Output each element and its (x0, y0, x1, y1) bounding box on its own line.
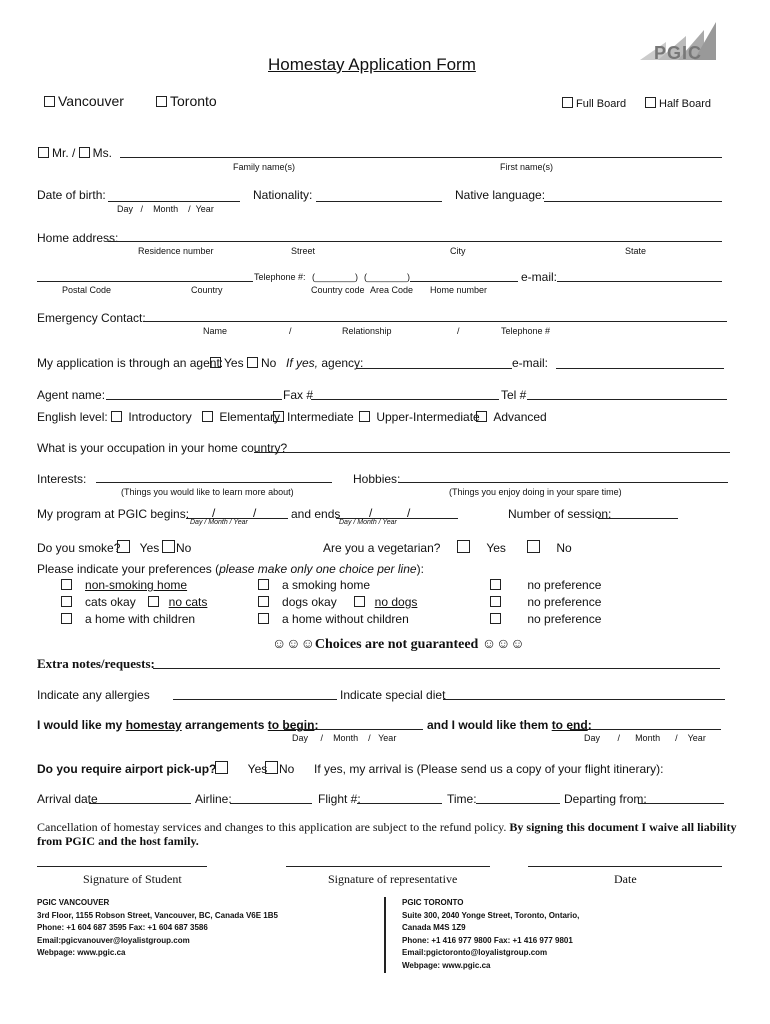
arrangement-begin-field[interactable] (284, 729, 423, 730)
pref-smoking[interactable] (258, 579, 370, 591)
vancouver-office (37, 897, 367, 960)
vancouver-option[interactable] (44, 94, 124, 108)
checkbox[interactable] (476, 411, 487, 422)
vancouver-label: Vancouver (58, 93, 124, 109)
agent-question: My application is through an agent: (37, 356, 224, 370)
native-language-field[interactable] (544, 201, 722, 202)
checkbox[interactable] (258, 596, 269, 607)
pref-no-dogs[interactable] (354, 596, 417, 608)
office-divider (384, 897, 386, 973)
occupation-label: What is your occupation in your home country? (37, 441, 288, 455)
checkbox[interactable] (148, 596, 159, 607)
time-field[interactable] (476, 803, 560, 804)
checkbox[interactable] (202, 411, 213, 422)
english-level-label: English level: (37, 410, 108, 424)
area-code-field[interactable]: (________) (364, 272, 411, 282)
option-label: Upper-Intermediate (376, 410, 480, 424)
no-label: No (176, 541, 192, 555)
pickup-no-option[interactable] (265, 761, 294, 775)
dob-field[interactable] (108, 201, 240, 202)
street-caption: Street (291, 246, 316, 256)
occupation-field[interactable] (254, 452, 730, 453)
residence-caption: Residence number (138, 246, 214, 256)
office-address: Suite 300, 2040 Yonge Street, Toronto, Ontario, (402, 910, 580, 920)
option-label: Advanced (493, 410, 547, 424)
hobbies-hint: (Things you enjoy doing in your spare time) (449, 487, 622, 497)
begin-date-caption: Day / Month / Year (190, 519, 248, 526)
checkbox[interactable] (61, 596, 72, 607)
ms-checkbox[interactable] (79, 147, 90, 158)
pref-no-cats[interactable] (148, 596, 207, 608)
option-label: no preference (527, 612, 602, 626)
office-email: Email:pgicvanouver@loyalistgroup.com (37, 935, 190, 945)
logo-text: PGIC (654, 43, 703, 63)
smiley-icon: ☺☺☺ (481, 637, 525, 652)
checkbox[interactable] (258, 613, 269, 624)
pref-without-children[interactable] (258, 613, 409, 625)
checkbox[interactable] (210, 357, 221, 368)
separator: / (289, 326, 292, 336)
arrangement-end-label: and I would like them to end: (427, 718, 592, 732)
checkbox[interactable] (265, 761, 278, 774)
telephone-label: Telephone #: (254, 272, 306, 282)
yes-label: Yes (224, 356, 244, 370)
family-name-caption: Family name(s) (233, 162, 296, 172)
checkbox[interactable] (156, 96, 167, 107)
vegetarian-question: Are you a vegetarian? (323, 541, 441, 555)
option-label: Intermediate (287, 410, 354, 424)
no-label: No (261, 356, 277, 370)
time-label: Time: (447, 792, 477, 806)
ends-label: and ends (291, 507, 341, 521)
office-email: Email:pgictoronto@loyalistgroup.com (402, 948, 548, 957)
relationship-caption: Relationship (342, 326, 392, 336)
checkbox[interactable] (490, 613, 501, 624)
country-code-caption: Country code (311, 285, 365, 295)
arrival-date-label: Arrival date (37, 792, 98, 806)
option-label: no dogs (374, 595, 418, 609)
half-board-label: Half Board (659, 98, 711, 110)
first-name-caption: First name(s) (500, 162, 554, 172)
interests-label: Interests: (37, 472, 87, 486)
full-board-label: Full Board (576, 98, 627, 110)
checkbox[interactable] (44, 96, 55, 107)
rep-signature-line[interactable] (286, 866, 490, 867)
emergency-label: Emergency Contact: (37, 311, 146, 325)
checkbox[interactable] (457, 540, 470, 553)
hobbies-field[interactable] (398, 482, 728, 483)
office-name: PGIC VANCOUVER (37, 898, 110, 907)
no-label: No (279, 762, 295, 776)
mr-label: Mr. / (52, 146, 79, 160)
extra-notes-field[interactable] (153, 668, 720, 669)
home-number-caption: Home number (430, 285, 488, 295)
airline-field[interactable] (230, 803, 312, 804)
office-phone: Phone: +1 604 687 3595 Fax: +1 604 687 3586 (37, 923, 208, 932)
area-code-caption: Area Code (370, 285, 414, 295)
cancellation-policy: Cancellation of homestay services and changes to this application are subject to the refund policy. By signing this document I waive all liability from PGIC and the host family. (37, 820, 737, 848)
checkbox[interactable] (258, 579, 269, 590)
pref-no-preference-2[interactable] (490, 596, 601, 608)
checkbox[interactable] (359, 411, 370, 422)
office-name: PGIC TORONTO (402, 898, 464, 907)
preferences-intro: Please indicate your preferences (please make only one choice per line): (37, 562, 424, 576)
flight-field[interactable] (357, 803, 442, 804)
option-label: Elementary (219, 410, 281, 424)
title-option[interactable] (38, 147, 112, 159)
toronto-office (402, 897, 732, 972)
full-board-option[interactable] (562, 97, 626, 110)
veg-yes-option[interactable] (457, 540, 506, 554)
smoke-question: Do you smoke? (37, 541, 121, 555)
agency-email-field[interactable] (556, 368, 724, 369)
begin-dmy-caption: Day / Month / Year (292, 733, 397, 743)
student-signature-label: Signature of Student (83, 872, 182, 886)
english-upper-intermediate[interactable] (359, 411, 480, 423)
date-signature-line[interactable] (528, 866, 722, 867)
veg-no-option[interactable] (527, 540, 572, 554)
arrangement-begin-label: I would like my homestay arrangements to begin: (37, 718, 319, 732)
checkbox[interactable] (111, 411, 122, 422)
english-advanced[interactable] (476, 411, 547, 423)
office-webpage: Webpage: www.pgic.ca (37, 948, 126, 957)
allergies-label: Indicate any allergies (37, 688, 150, 702)
mr-checkbox[interactable] (38, 147, 49, 158)
smiley-icon: ☺☺☺ (272, 637, 315, 652)
pref-dogs-okay[interactable] (258, 596, 337, 608)
separator: / (407, 506, 411, 520)
fax-field[interactable] (311, 399, 499, 400)
option-label: non-smoking home (85, 578, 188, 592)
checkbox[interactable] (490, 579, 501, 590)
nationality-field[interactable] (316, 201, 442, 202)
interests-field[interactable] (96, 482, 332, 483)
country-code-field[interactable]: (________) (312, 272, 359, 282)
agency-field[interactable] (356, 368, 512, 369)
hobbies-label: Hobbies: (353, 472, 401, 486)
dob-caption: Day / Month / Year (117, 204, 214, 214)
smoke-yes-option[interactable] (117, 540, 159, 554)
yes-label: Yes (139, 541, 160, 555)
checkbox[interactable] (273, 411, 284, 422)
postal-country-field[interactable] (37, 281, 253, 282)
option-label: no cats (168, 595, 208, 609)
student-signature-line[interactable] (37, 866, 207, 867)
checkbox[interactable] (562, 97, 573, 108)
office-address-line2: Canada M4S 1Z9 (402, 923, 466, 932)
checkbox[interactable] (215, 761, 228, 774)
home-address-field[interactable] (108, 241, 722, 242)
pickup-question: Do you require airport pick-up? (37, 762, 217, 776)
rep-signature-label: Signature of representative (328, 872, 458, 886)
date-label: Date (614, 872, 637, 886)
pickup-note: If yes, my arrival is (Please send us a copy of your flight itinerary): (314, 762, 664, 776)
option-label: dogs okay (282, 595, 337, 609)
diet-label: Indicate special diet (340, 688, 446, 702)
choices-note: ☺☺☺Choices are not guaranteed ☺☺☺ (272, 637, 525, 652)
yes-label: Yes (486, 541, 506, 555)
toronto-option[interactable] (156, 94, 217, 108)
checkbox[interactable] (645, 97, 656, 108)
home-number-field[interactable] (410, 281, 518, 282)
checkbox[interactable] (490, 596, 501, 607)
interests-hint: (Things you would like to learn more about) (121, 487, 294, 497)
airline-label: Airline: (195, 792, 232, 806)
english-introductory[interactable] (111, 411, 192, 423)
logo (636, 20, 718, 62)
pref-non-smoking[interactable] (61, 579, 187, 591)
end-dmy-caption: Day / Month / Year (584, 733, 706, 743)
separator: / (212, 506, 216, 520)
option-label: Introductory (128, 410, 192, 424)
checkbox[interactable] (527, 540, 540, 553)
english-elementary[interactable] (202, 411, 280, 423)
tel-label: Tel # (501, 388, 527, 402)
tel-field[interactable] (527, 399, 727, 400)
agency-label: If yes, agency: (286, 356, 364, 370)
checkbox[interactable] (61, 613, 72, 624)
pickup-yes-option[interactable] (215, 761, 267, 775)
email-label: e-mail: (521, 270, 558, 284)
option-label: a home without children (282, 612, 409, 626)
english-intermediate[interactable] (273, 411, 354, 423)
pref-with-children[interactable] (61, 613, 195, 625)
agent-no-option[interactable] (247, 357, 276, 369)
name-field[interactable] (120, 157, 722, 158)
option-label: a smoking home (282, 578, 371, 592)
dob-label: Date of birth: (37, 188, 106, 202)
diet-field[interactable] (443, 699, 725, 700)
separator: / (457, 326, 460, 336)
option-label: cats okay (85, 595, 136, 609)
email-field[interactable] (557, 281, 722, 282)
office-address: 3rd Floor, 1155 Robson Street, Vancouver, BC, Canada V6E 1B5 (37, 910, 278, 920)
separator: / (369, 506, 373, 520)
toronto-label: Toronto (170, 93, 217, 109)
pref-no-preference-1[interactable] (490, 579, 601, 591)
office-phone: Phone: +1 416 977 9800 Fax: +1 416 977 9801 (402, 935, 573, 945)
fax-label: Fax # (283, 388, 314, 402)
arrangement-end-field[interactable] (570, 729, 721, 730)
country-caption: Country (191, 285, 223, 295)
separator: / (253, 506, 257, 520)
state-caption: State (625, 246, 647, 256)
yes-label: Yes (247, 762, 268, 776)
pref-cats-okay[interactable] (61, 596, 136, 608)
option-label: no preference (527, 578, 602, 592)
checkbox[interactable] (247, 357, 258, 368)
office-webpage: Webpage: www.pgic.ca (402, 960, 491, 970)
arrival-date-field[interactable] (89, 803, 191, 804)
city-caption: City (450, 246, 466, 256)
emergency-name-caption: Name (203, 326, 228, 336)
option-label: no preference (527, 595, 602, 609)
agent-name-field[interactable] (106, 399, 282, 400)
nationality-label: Nationality: (253, 188, 313, 202)
end-date-caption: Day / Month / Year (339, 519, 397, 526)
departing-label: Departing from: (564, 792, 647, 806)
departing-field[interactable] (638, 803, 724, 804)
checkbox[interactable] (162, 540, 175, 553)
checkbox[interactable] (117, 540, 130, 553)
emergency-field[interactable] (143, 321, 727, 322)
pref-no-preference-3[interactable] (490, 613, 601, 625)
smoke-no-option[interactable] (162, 540, 191, 554)
native-language-label: Native language: (455, 188, 546, 202)
checkbox[interactable] (61, 579, 72, 590)
option-label: a home with children (85, 612, 196, 626)
agent-yes-option[interactable] (210, 357, 244, 369)
ms-label: Ms. (92, 146, 113, 160)
postal-caption: Postal Code (62, 285, 112, 295)
sessions-label: Number of session: (508, 507, 612, 521)
allergies-field[interactable] (173, 699, 337, 700)
extra-notes-label: Extra notes/requests: (37, 656, 155, 671)
sessions-field[interactable] (598, 518, 678, 519)
form-title: Homestay Application Form (268, 55, 476, 74)
flight-label: Flight #: (318, 792, 361, 806)
no-label: No (556, 541, 572, 555)
program-label: My program at PGIC begins: (37, 507, 190, 521)
half-board-option[interactable] (645, 97, 711, 110)
checkbox[interactable] (354, 596, 365, 607)
agency-email-label: e-mail: (512, 356, 549, 370)
agent-name-label: Agent name: (37, 388, 106, 402)
emergency-telephone-caption: Telephone # (501, 326, 551, 336)
home-address-label: Home address: (37, 231, 119, 245)
